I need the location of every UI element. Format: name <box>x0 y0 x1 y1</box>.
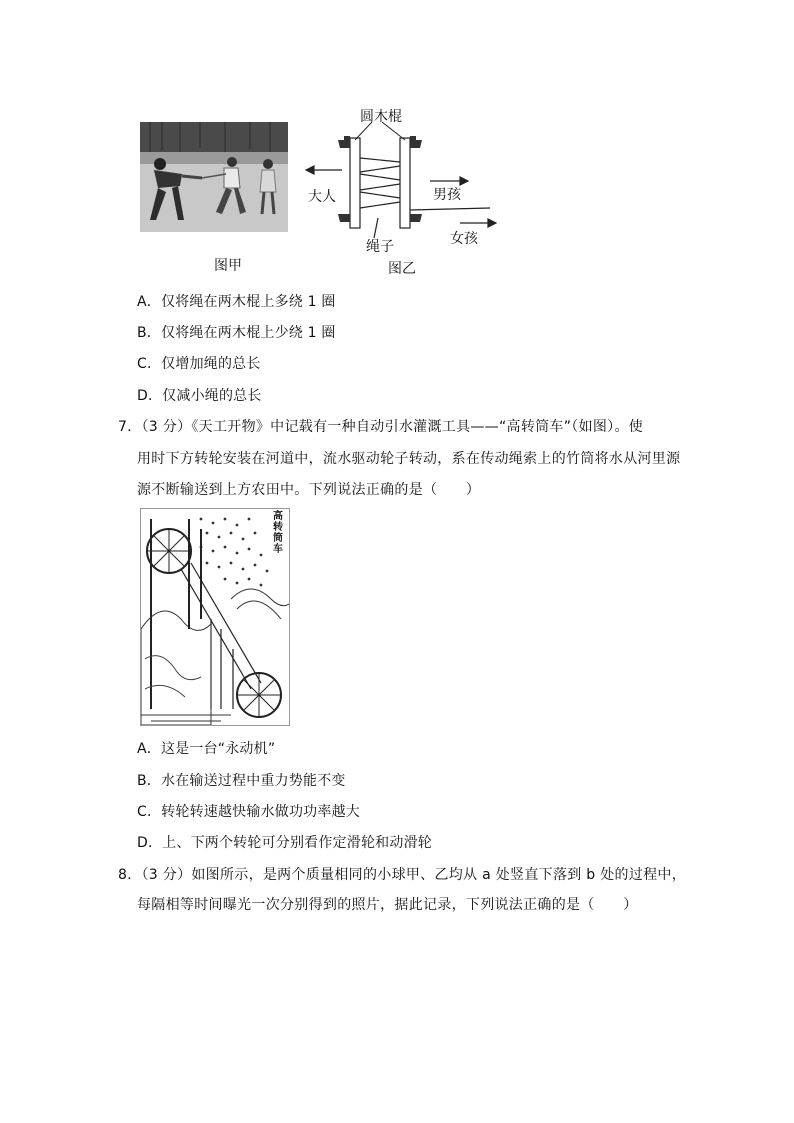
q7-stem-line-2: 用时下方转轮安装在河道中，流水驱动轮子转动，系在传动绳索上的竹筒将水从河里源 <box>137 451 681 467</box>
stick-label: 圆木棍 <box>360 109 402 125</box>
figure-yi-label: 图乙 <box>388 261 416 277</box>
q7-stem-line-1: 7．（3 分）《天工开物》中记载有一种自动引水灌溉工具——“高转筒车”（如图）。使 <box>118 419 644 435</box>
water-wheel-drawing <box>141 509 289 725</box>
water-wheel-illustration <box>140 508 290 726</box>
adult-label: 大人 <box>308 189 336 205</box>
q7-option-b: B．水在输送过程中重力势能不变 <box>137 773 346 789</box>
girl-label: 女孩 <box>450 231 478 247</box>
rope-label: 绳子 <box>366 239 394 255</box>
boy-label: 男孩 <box>433 187 461 203</box>
q7-option-a: A．这是一台“永动机” <box>137 741 276 757</box>
q7-option-d: D．上、下两个转轮可分别看作定滑轮和动滑轮 <box>137 835 432 851</box>
figure-jia-label: 图甲 <box>214 258 242 274</box>
q6-option-d: D．仅减小绳的总长 <box>137 388 262 404</box>
water-wheel-caption: 高转筒车 <box>273 511 283 555</box>
q8-stem-line-2: 每隔相等时间曝光一次分别得到的照片，据此记录，下列说法正确的是（ ） <box>137 897 638 913</box>
q7-stem-line-3: 源不断输送到上方农田中。下列说法正确的是（ ） <box>137 482 481 498</box>
q6-option-a: A．仅将绳在两木棍上多绕 1 圈 <box>137 294 336 310</box>
q7-option-c: C．转轮转速越快输水做功功率越大 <box>137 804 360 820</box>
q6-option-c: C．仅增加绳的总长 <box>137 356 261 372</box>
tug-of-war-photo-drawing <box>140 122 288 232</box>
q6-option-b: B．仅将绳在两木棍上少绕 1 圈 <box>137 325 336 341</box>
q8-stem-line-1: 8．（3 分）如图所示，是两个质量相同的小球甲、乙均从 a 处竖直下落到 b 处的过程中， <box>118 867 687 883</box>
tug-of-war-photo <box>140 122 288 232</box>
